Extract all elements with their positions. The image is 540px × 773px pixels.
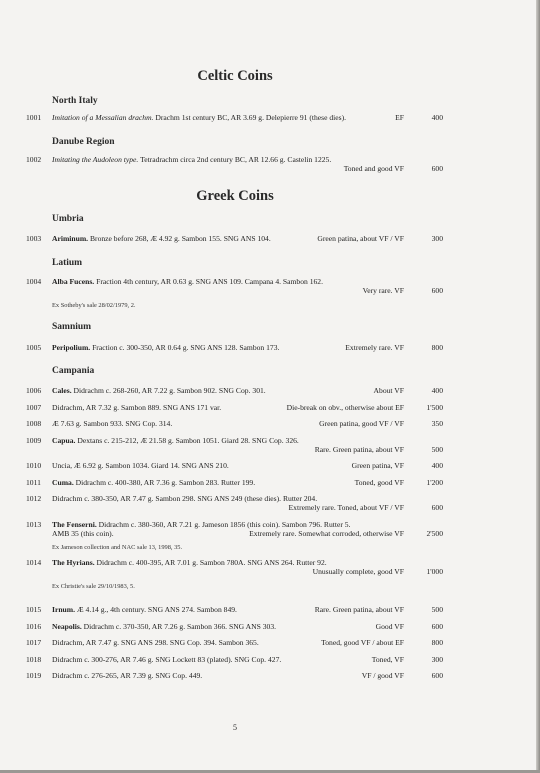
lot-description [52,671,202,680]
lot-mint: Alba Fucens. [52,277,95,286]
lot-description [52,494,317,503]
lot-number: 1006 [26,386,42,395]
lot-number: 1011 [26,478,41,487]
lot-description [52,155,331,164]
region-umbria: Umbria [52,214,84,224]
lot-number: 1002 [26,155,42,164]
lot-estimate: 350 [431,419,443,428]
lot-grade: Very rare. VF [362,286,404,295]
lot-mint: Irnum. [52,605,75,614]
lot-number: 1003 [26,234,42,243]
lot-text: Fraction c. 300-350, AR 0.64 g. SNG ANS 128. Sambon 173. [90,343,280,352]
section-title-celtic: Celtic Coins [197,68,273,84]
lot-mint: Peripolium. [52,343,91,352]
lot-text: Didrachm c. 380-360, AR 7.21 g. Jameson 1856 (this coin). Sambon 796. Rutter 5. [96,520,351,529]
lot-description [52,234,271,243]
lot-number: 1009 [26,436,42,445]
lot-estimate: 800 [431,343,443,352]
lot-estimate: 300 [431,234,443,243]
lot-grade: Unusually complete, good VF [312,567,404,576]
lot-provenance: Ex Sotheby's sale 28/02/1979, 2. [52,302,136,309]
lot-text: Æ 7.63 g. Sambon 933. SNG Cop. 314. [52,419,173,428]
lot-estimate: 800 [431,638,443,647]
lot-type: Imitating the Audoleon type. [52,155,139,164]
lot-provenance: Ex Christie's sale 29/10/1983, 5. [52,583,135,590]
lot-description [52,343,279,352]
lot-text: Æ 4.14 g., 4th century. SNG ANS 274. Sambon 849. [75,605,237,614]
lot-estimate: 600 [431,503,443,512]
lot-estimate: 600 [431,164,443,173]
lot-estimate: 600 [431,671,443,680]
lot-description [52,419,172,428]
lot-number: 1012 [26,494,42,503]
lot-grade: Green patina, VF [351,461,404,470]
lot-estimate: 2'500 [426,529,443,538]
lot-grade: Extremely rare. Toned, about VF / VF [288,503,404,512]
lot-estimate: 500 [431,605,443,614]
lot-description [52,436,299,445]
lot-grade: Rare. Green patina, about VF [314,605,404,614]
lot-text: Didrachm c. 370-350, AR 7.26 g. Sambon 366. SNG ANS 303. [81,622,277,631]
lot-estimate: 400 [431,386,443,395]
lot-text: Tetradrachm circa 2nd century BC, AR 12.66 g. Castelin 1225. [138,155,332,164]
lot-number: 1005 [26,343,42,352]
lot-description [52,520,350,529]
lot-grade: Green patina, about VF / VF [317,234,404,243]
lot-text: Drachm 1st century BC, AR 3.69 g. Delepierre 91 (these dies). [153,113,347,122]
lot-description [52,277,323,286]
region-latium: Latium [52,258,83,268]
lot-estimate: 1'500 [426,403,443,412]
lot-number: 1017 [26,638,42,647]
lot-description [52,478,255,487]
region-campania: Campania [52,366,95,376]
lot-description [52,605,237,614]
page-edge-shadow [536,0,540,773]
lot-text: Didrachm c. 276-265, AR 7.39 g. SNG Cop. 449. [52,671,203,680]
lot-grade: Good VF [375,622,404,631]
lot-estimate: 300 [431,655,443,664]
lot-description [52,638,259,647]
lot-number: 1015 [26,605,42,614]
lot-number: 1016 [26,622,42,631]
lot-mint: Neapolis. [52,622,82,631]
lot-description [52,461,229,470]
lot-number: 1013 [26,520,42,529]
lot-description [52,113,346,122]
region-north-italy: North Italy [52,96,98,106]
lot-grade: Toned, good VF [354,478,404,487]
lot-grade: Green patina, good VF / VF [319,419,404,428]
lot-estimate: 400 [431,461,443,470]
lot-estimate: 1'200 [426,478,443,487]
lot-estimate: 600 [431,622,443,631]
lot-grade: Toned, VF [371,655,404,664]
lot-type: Imitation of a Messalian drachm. [52,113,154,122]
lot-grade: VF / good VF [361,671,404,680]
lot-grade: Rare. Green patina, about VF [314,445,404,454]
lot-mint: Cuma. [52,478,74,487]
lot-mint: Ariminum. [52,234,89,243]
lot-mint: The Fenserni. [52,520,97,529]
lot-estimate: 500 [431,445,443,454]
lot-text: Didrachm c. 380-350, AR 7.47 g. Sambon 298. SNG ANS 249 (these dies). Rutter 204. [52,494,318,503]
lot-grade: Extremely rare. Somewhat corroded, otherwise VF [249,529,404,538]
section-title-greek: Greek Coins [196,188,274,204]
lot-mint: Cales. [52,386,72,395]
lot-mint: The Hyrians. [52,558,95,567]
lot-description [52,655,281,664]
lot-description [52,386,266,395]
lot-text: Dextans c. 215-212, Æ 21.58 g. Sambon 1051. Giard 28. SNG Cop. 326. [75,436,299,445]
lot-number: 1008 [26,419,42,428]
lot-number: 1019 [26,671,42,680]
lot-text: Didrachm c. 400-395, AR 7.01 g. Sambon 780A. SNG ANS 264. Rutter 92. [94,558,327,567]
page-number: 5 [233,723,237,732]
lot-text: Didrachm, AR 7.47 g. SNG ANS 298. SNG Cop. 394. Sambon 365. [52,638,259,647]
lot-number: 1007 [26,403,42,412]
lot-mint: Capua. [52,436,76,445]
lot-number: 1010 [26,461,42,470]
lot-number: 1018 [26,655,42,664]
lot-text: Bronze before 268, Æ 4.92 g. Sambon 155. SNG ANS 104. [88,234,271,243]
lot-number: 1014 [26,558,42,567]
lot-number: 1004 [26,277,42,286]
lot-grade: Toned and good VF [343,164,404,173]
lot-grade: EF [395,113,404,122]
lot-text: Uncia, Æ 6.92 g. Sambon 1034. Giard 14. SNG ANS 210. [52,461,229,470]
lot-grade: About VF [373,386,404,395]
lot-grade: Extremely rare. VF [345,343,404,352]
lot-text: Fraction 4th century, AR 0.63 g. SNG ANS 109. Campana 4. Sambon 162. [94,277,323,286]
lot-text: Didrachm c. 400-380, AR 7.36 g. Sambon 283. Rutter 199. [73,478,256,487]
region-danube: Danube Region [52,137,115,147]
lot-text: Didrachm c. 300-276, AR 7.46 g. SNG Lockett 83 (plated). SNG Cop. 427. [52,655,282,664]
lot-description [52,403,221,412]
lot-provenance: Ex Jameson collection and NAC sale 13, 1998, 35. [52,544,183,551]
region-samnium: Samnium [52,322,92,332]
lot-grade: Die-break on obv., otherwise about EF [286,403,404,412]
lot-text: Didrachm c. 268-260, AR 7.22 g. Sambon 902. SNG Cop. 301. [71,386,266,395]
lot-description [52,558,327,567]
lot-grade: Toned, good VF / about EF [321,638,404,647]
lot-estimate: 1'000 [426,567,443,576]
lot-text-continued: AMB 35 (this coin). [52,529,114,538]
lot-description [52,622,276,631]
lot-estimate: 400 [431,113,443,122]
lot-text: Didrachm, AR 7.32 g. Sambon 889. SNG ANS 171 var. [52,403,222,412]
lot-number: 1001 [26,113,42,122]
lot-estimate: 600 [431,286,443,295]
